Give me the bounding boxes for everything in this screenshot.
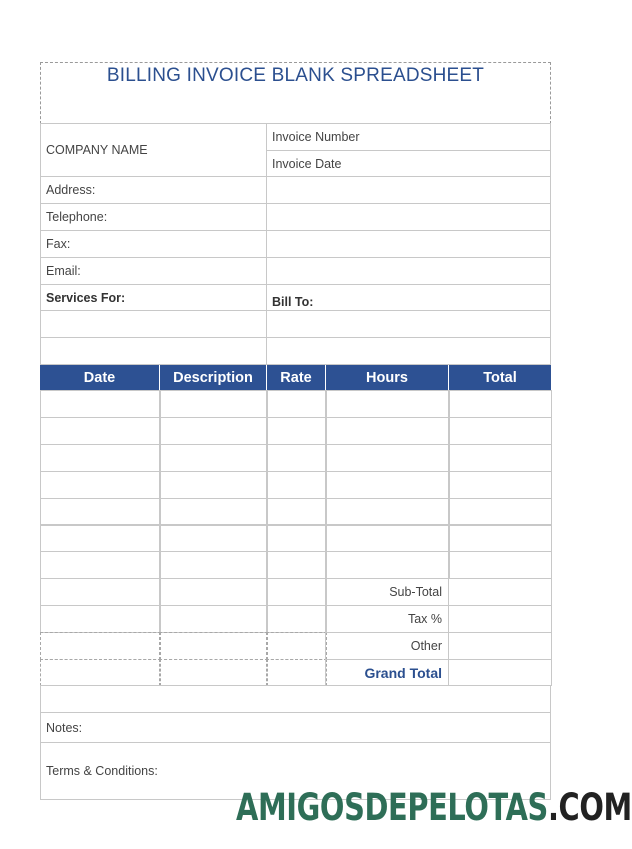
column-header-date-label: Date — [83, 370, 116, 386]
table-cell[interactable] — [40, 605, 161, 633]
invoice-date-cell[interactable] — [266, 150, 551, 177]
site-watermark — [236, 786, 632, 829]
table-cell[interactable] — [448, 551, 552, 579]
column-header-date — [40, 365, 160, 391]
table-cell[interactable] — [40, 659, 161, 686]
company-name-cell[interactable] — [40, 123, 267, 177]
bill-to-label: Bill To: — [272, 295, 314, 309]
address-cell[interactable] — [40, 176, 267, 204]
watermark-brand: AMIGOSDEPELOTAS — [236, 786, 548, 829]
table-cell[interactable] — [159, 551, 268, 579]
spacer-row — [40, 685, 551, 713]
invoice-number-label: Invoice Number — [272, 130, 360, 144]
services-for-line-1[interactable] — [40, 310, 267, 338]
table-cell[interactable] — [448, 632, 552, 660]
subtotal-label-cell — [325, 578, 449, 606]
services-for-label: Services For: — [46, 290, 126, 305]
table-cell[interactable] — [266, 605, 327, 633]
fax-value-cell[interactable] — [266, 230, 551, 258]
subtotal-label: Sub-Total — [389, 585, 442, 599]
address-value-cell[interactable] — [266, 176, 551, 204]
bill-to-cell[interactable] — [266, 284, 551, 311]
invoice-number-cell[interactable] — [266, 123, 551, 151]
fax-label: Fax: — [46, 237, 71, 251]
table-cell[interactable] — [159, 444, 268, 472]
services-for-line-2[interactable] — [40, 337, 267, 365]
table-cell[interactable] — [266, 390, 327, 418]
invoice-date-label: Invoice Date — [272, 156, 342, 171]
table-cell[interactable] — [40, 417, 161, 445]
table-cell[interactable] — [325, 417, 450, 445]
column-header-total-label: Total — [483, 370, 517, 386]
table-cell[interactable] — [266, 444, 327, 472]
table-cell[interactable] — [266, 659, 327, 686]
grand-total-label: Grand Total — [364, 664, 442, 681]
table-cell[interactable] — [325, 390, 450, 418]
column-header-rate-label: Rate — [280, 370, 312, 386]
table-cell[interactable] — [266, 524, 327, 552]
fax-cell[interactable] — [40, 230, 267, 258]
table-cell[interactable] — [40, 471, 161, 499]
table-cell[interactable] — [40, 632, 161, 660]
email-label: Email: — [46, 264, 81, 278]
table-cell[interactable] — [159, 471, 268, 499]
table-cell[interactable] — [40, 390, 161, 418]
bill-to-line-1[interactable] — [266, 310, 551, 338]
column-header-total — [449, 365, 551, 391]
services-for-cell[interactable] — [40, 284, 267, 311]
tax-label-cell — [325, 605, 449, 633]
table-cell[interactable] — [159, 498, 268, 526]
column-header-description — [160, 365, 267, 391]
column-header-hours — [326, 365, 449, 391]
table-cell[interactable] — [448, 524, 552, 552]
terms-label: Terms & Conditions: — [46, 764, 158, 778]
table-cell[interactable] — [40, 444, 161, 472]
table-cell[interactable] — [448, 498, 552, 526]
table-cell[interactable] — [40, 551, 161, 579]
table-cell[interactable] — [325, 498, 450, 526]
table-cell[interactable] — [266, 551, 327, 579]
bill-to-line-2[interactable] — [266, 337, 551, 365]
email-value-cell[interactable] — [266, 257, 551, 285]
grand-total-label-cell — [325, 659, 449, 686]
table-cell[interactable] — [266, 498, 327, 526]
table-cell[interactable] — [325, 471, 450, 499]
notes-label: Notes: — [46, 720, 83, 735]
table-cell[interactable] — [448, 659, 552, 686]
table-cell[interactable] — [266, 578, 327, 606]
telephone-label: Telephone: — [46, 210, 108, 224]
column-header-description-label: Description — [173, 370, 253, 386]
address-label: Address: — [46, 183, 96, 197]
column-header-hours-label: Hours — [366, 370, 408, 386]
table-cell[interactable] — [40, 498, 161, 526]
table-cell[interactable] — [266, 471, 327, 499]
column-header-rate — [267, 365, 326, 391]
table-cell[interactable] — [159, 578, 268, 606]
other-label-cell — [325, 632, 449, 660]
table-cell[interactable] — [159, 417, 268, 445]
table-cell[interactable] — [40, 524, 161, 552]
table-cell[interactable] — [448, 471, 552, 499]
table-cell[interactable] — [325, 524, 450, 552]
telephone-cell[interactable] — [40, 203, 267, 231]
invoice-title: BILLING INVOICE BLANK SPREADSHEET — [106, 65, 485, 86]
table-cell[interactable] — [448, 605, 552, 633]
notes-cell[interactable] — [40, 712, 551, 743]
table-cell[interactable] — [40, 578, 161, 606]
table-cell[interactable] — [159, 659, 268, 686]
table-cell[interactable] — [159, 632, 268, 660]
other-label: Other — [410, 639, 442, 653]
table-cell[interactable] — [448, 578, 552, 606]
watermark-tld: .COM — [547, 786, 632, 829]
table-cell[interactable] — [325, 444, 450, 472]
telephone-value-cell[interactable] — [266, 203, 551, 231]
table-cell[interactable] — [448, 390, 552, 418]
table-cell[interactable] — [448, 444, 552, 472]
table-cell[interactable] — [159, 390, 268, 418]
email-cell[interactable] — [40, 257, 267, 285]
table-cell[interactable] — [159, 605, 268, 633]
table-cell[interactable] — [159, 524, 268, 552]
tax-label: Tax % — [407, 612, 442, 626]
table-cell[interactable] — [448, 417, 552, 445]
company-name-label: COMPANY NAME — [46, 143, 148, 157]
invoice-title-box — [40, 62, 551, 124]
table-cell[interactable] — [266, 417, 327, 445]
table-cell[interactable] — [325, 551, 450, 579]
table-cell[interactable] — [266, 632, 327, 660]
